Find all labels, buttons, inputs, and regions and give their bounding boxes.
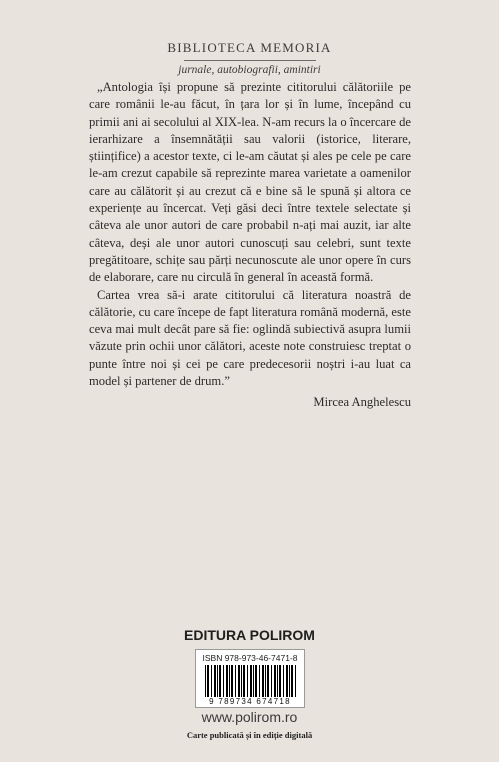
publisher-name: EDITURA POLIROM: [184, 627, 315, 643]
blurb-author: Mircea Anghelescu: [313, 395, 411, 410]
isbn-barcode-box: [195, 649, 305, 708]
blurb-paragraph: Cartea vrea să-i arate cititorului că literatura noastră de călătorie, cu care începe de fapt literatura română modernă, este ceva mai mult decât pare să fie: oglindă subiectivă asupra lumii văzute prin ochii unor călători, aceste note construiesc treptat o punte între noi și cei pe care predecesorii noștri i-au luat ca model și partener de drum.”: [89, 287, 412, 389]
barcode: [205, 665, 297, 697]
blurb-paragraph: „Antologia își propune să prezinte cititorului călătoriile pe care românii le-au făcut, în țara lor și în lume, începând cu primii ani ai secolului al XIX-lea. N-am recurs la o încercare de ierarhizare a însemnătății sau valorii (istorice, literare, științifice) a acestor texte, ci le-am căutat și ales pe cele pe care le-am crezut capabile să reprezinte marea varietate a oamenilor care au călătorit și au crezut că e bine să le spună și altora ce experiențe au încercat. Veți găsi deci între textele selectate și câteva ale unor autori de care probabil n-ați mai auzit, iar alte câteva, deși ale unor autori cunoscuți sau celebri, sunt texte pregătitoare, schițe sau părți necunoscute ale unor opere în curs de elaborare, care nu circulă în general în această formă.: [89, 80, 411, 285]
back-cover-blurb: [89, 79, 411, 412]
series-header: [0, 40, 499, 76]
publisher-website: www.polirom.ro: [201, 709, 298, 725]
divider: [184, 60, 316, 61]
digital-edition-note: Carte publicată și în ediție digitală: [186, 730, 313, 740]
series-title: BIBLIOTECA MEMORIA: [167, 40, 332, 55]
barcode-digits: 9 789734 674718: [209, 697, 291, 706]
series-subtitle: jurnale, autobiografii, amintiri: [178, 64, 321, 76]
isbn-label: ISBN 978-973-46-7471-8: [202, 653, 298, 663]
